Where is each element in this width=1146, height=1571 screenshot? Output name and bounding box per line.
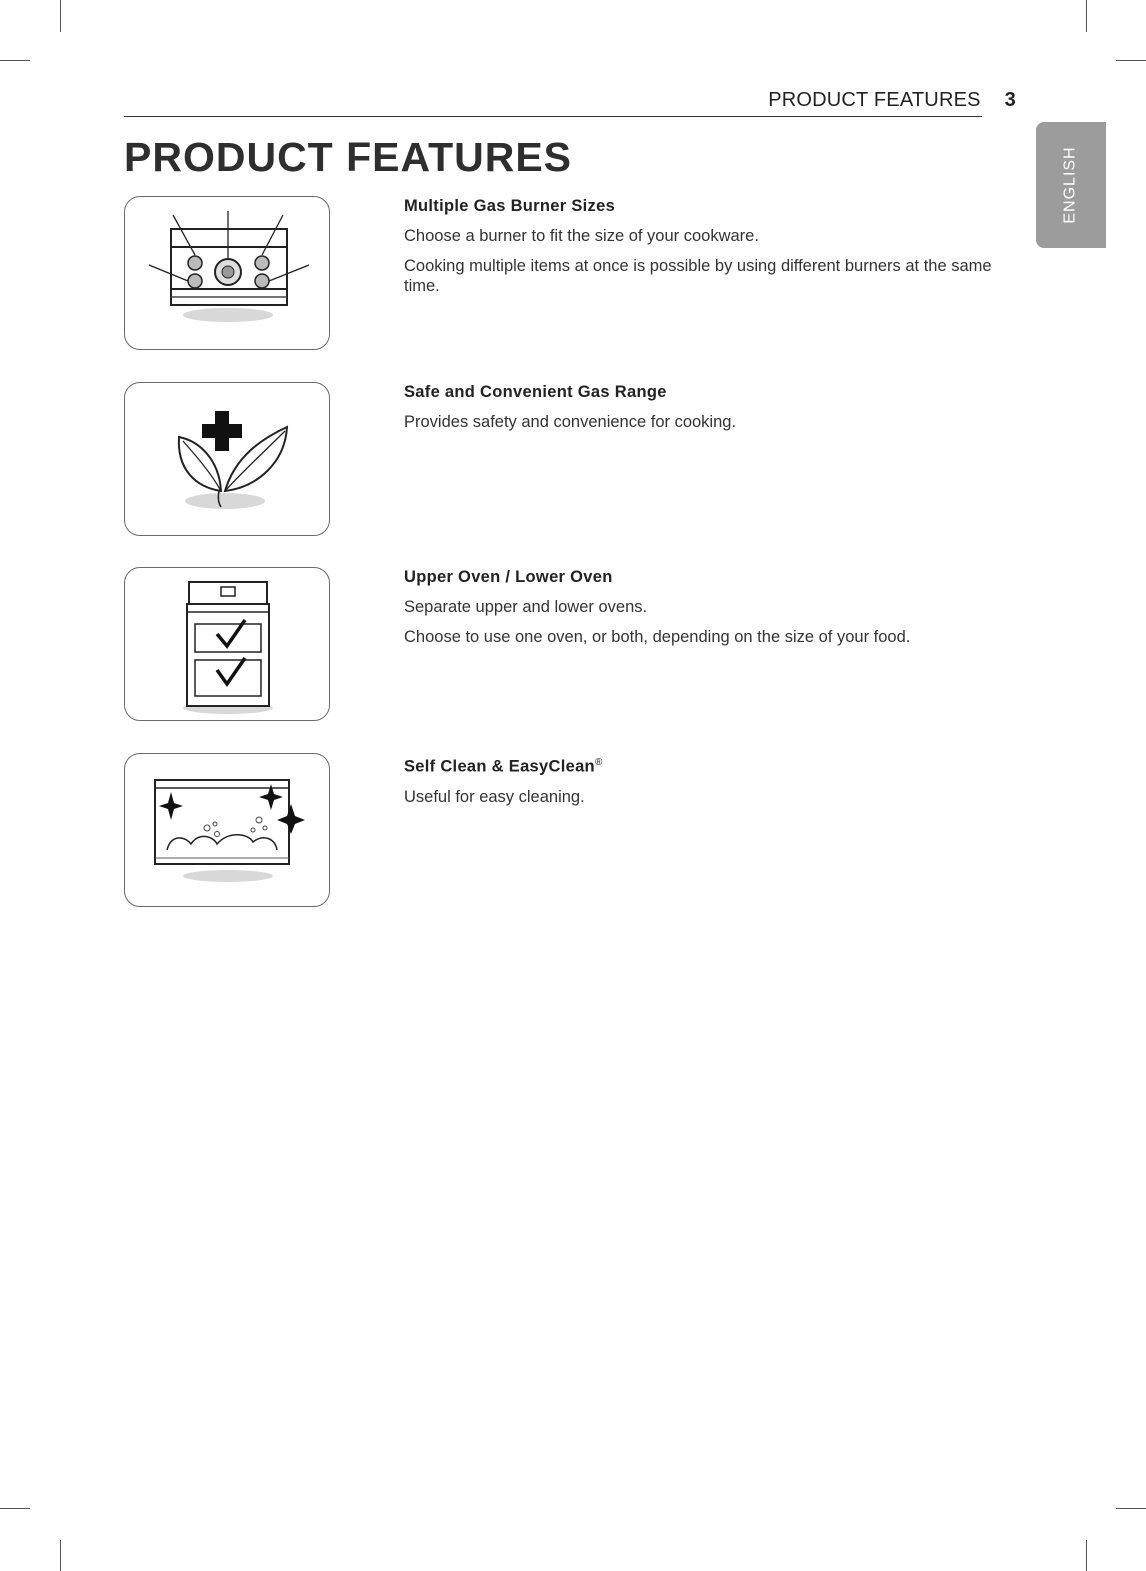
- feature-title: Multiple Gas Burner Sizes: [404, 197, 616, 215]
- feature-description: Choose a burner to fit the size of your cookware.: [404, 227, 759, 245]
- language-tab: [1036, 122, 1106, 248]
- running-header: [700, 89, 1016, 112]
- crop-mark: [1116, 60, 1146, 61]
- crop-mark: [1086, 1540, 1087, 1571]
- registered-mark: ®: [594, 757, 603, 768]
- feature-title-text: Self Clean & EasyClean: [404, 757, 595, 776]
- feature-safe-gas-range: [124, 382, 1014, 542]
- header-rule: [124, 116, 982, 117]
- crop-mark: [60, 0, 61, 32]
- crop-mark: [0, 1508, 30, 1509]
- feature-title: Safe and Convenient Gas Range: [404, 383, 667, 401]
- feature-upper-lower-oven: [124, 567, 1014, 727]
- feature-text: [404, 196, 1014, 296]
- self-clean-icon: [124, 753, 330, 907]
- page-title: PRODUCT FEATURES: [124, 134, 573, 180]
- feature-description: Separate upper and lower ovens.: [404, 598, 648, 616]
- feature-description: Choose to use one oven, or both, depending on the size of your food.: [404, 628, 911, 646]
- feature-self-clean: [124, 753, 1014, 913]
- crop-mark: [1116, 1508, 1146, 1509]
- feature-title: [404, 753, 1014, 777]
- feature-gas-burners: [124, 196, 1014, 356]
- feature-title: Upper Oven / Lower Oven: [404, 568, 613, 586]
- feature-description: Provides safety and convenience for cooking.: [404, 413, 737, 431]
- feature-description: Useful for easy cleaning.: [404, 787, 585, 806]
- double-oven-icon: [124, 567, 330, 721]
- running-header-section: PRODUCT FEATURES: [768, 89, 981, 111]
- crop-mark: [1086, 0, 1087, 32]
- safety-leaf-cross-icon: [124, 382, 330, 536]
- gas-burners-icon: [124, 196, 330, 350]
- feature-text: [404, 753, 1014, 807]
- feature-description: Cooking multiple items at once is possible by using different burners at the same time.: [404, 257, 992, 295]
- feature-text: [404, 567, 1014, 647]
- crop-mark: [60, 1540, 61, 1571]
- crop-mark: [0, 60, 30, 61]
- page-number: 3: [1004, 89, 1016, 111]
- language-tab-label: ENGLISH: [1062, 146, 1079, 224]
- feature-text: [404, 382, 1014, 432]
